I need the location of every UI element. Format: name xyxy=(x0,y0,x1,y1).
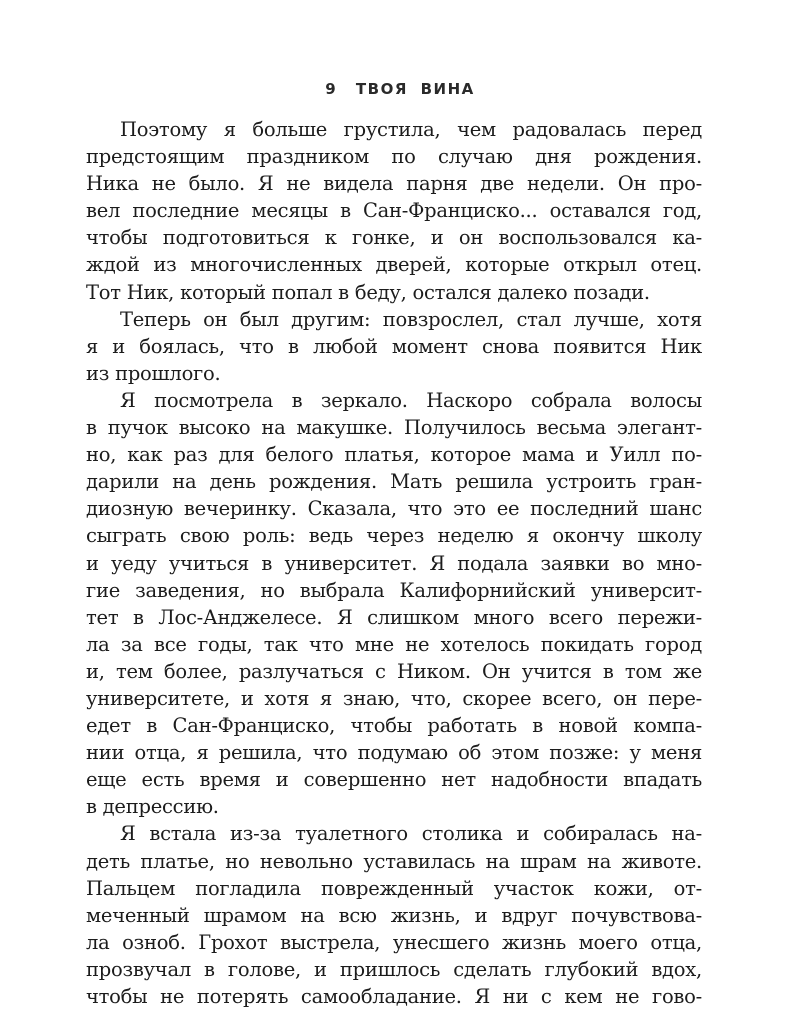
text-line: университете, и хотя я знаю, что, скорее всего, он пере- xyxy=(86,686,702,710)
chapter-title: ТВОЯ ВИНА xyxy=(355,80,475,98)
page-number: 9 xyxy=(325,80,338,98)
text-line: Тот Ник, который попал в беду, остался далеко позади. xyxy=(86,280,650,304)
text-line: и, тем более, разлучаться с Ником. Он учится в том же xyxy=(86,659,702,683)
text-line: еще есть время и совершенно нет надобности впадать xyxy=(86,768,702,792)
text-line: предстоящим праздником по случаю дня рождения. xyxy=(86,145,702,169)
text-line: нии отца, я решила, что подумаю об этом позже: у меня xyxy=(86,741,702,765)
paragraph xyxy=(86,116,702,306)
text-line: ла озноб. Грохот выстрела, унесшего жизнь моего отца, xyxy=(86,930,702,954)
text-line: тет в Лос-Анджелесе. Я слишком много всего пережи- xyxy=(86,605,702,629)
running-head xyxy=(0,80,800,98)
text-line: в депрессию. xyxy=(86,795,219,819)
text-line: чтобы подготовиться к гонке, и он воспользовался ка- xyxy=(86,226,702,250)
text-line: гие заведения, но выбрала Калифорнийский университ- xyxy=(86,578,702,602)
text-line: я и боялась, что в любой момент снова появится Ник xyxy=(86,334,702,358)
text-line: дарили на день рождения. Мать решила устроить гран- xyxy=(86,470,702,494)
text-line: диозную вечеринку. Сказала, что это ее последний шанс xyxy=(86,497,702,521)
text-line: Я посмотрела в зеркало. Наскоро собрала волосы xyxy=(120,388,702,412)
text-line: деть платье, но невольно уставилась на шрам на животе. xyxy=(86,849,702,873)
paragraph xyxy=(86,820,702,1010)
text-line: вел последние месяцы в Сан-Франциско... оставался год, xyxy=(86,199,702,223)
text-line: ла за все годы, так что мне не хотелось покидать город xyxy=(86,632,702,656)
text-line: прозвучал в голове, и пришлось сделать глубокий вдох, xyxy=(86,957,702,981)
text-line: из прошлого. xyxy=(86,361,221,385)
text-line: и уеду учиться в университет. Я подала заявки во мно- xyxy=(86,551,702,575)
text-line: сыграть свою роль: ведь через неделю я окончу школу xyxy=(86,524,702,548)
text-line: Пальцем погладила поврежденный участок кожи, от- xyxy=(86,876,702,900)
text-line: едет в Сан-Франциско, чтобы работать в новой компа- xyxy=(86,714,702,738)
paragraph xyxy=(86,306,702,387)
text-line: Теперь он был другим: повзрослел, стал лучше, хотя xyxy=(120,307,702,331)
text-line: чтобы не потерять самообладание. Я ни с кем не гово- xyxy=(86,985,702,1008)
text-line: Ника не было. Я не видела парня две недели. Он про- xyxy=(86,172,702,196)
text-line: ждой из многочисленных дверей, которые открыл отец. xyxy=(86,253,702,277)
text-line: Поэтому я больше грустила, чем радовалась перед xyxy=(120,118,702,141)
text-line: меченный шрамом на всю жизнь, и вдруг почувствова- xyxy=(86,903,702,927)
text-line: Я встала из-за туалетного столика и собиралась на- xyxy=(120,822,702,846)
body-text xyxy=(86,116,702,1010)
text-line: но, как раз для белого платья, которое мама и Уилл по- xyxy=(86,443,702,467)
text-line: в пучок высоко на макушке. Получилось весьма элегант- xyxy=(86,416,702,440)
paragraph xyxy=(86,387,702,821)
